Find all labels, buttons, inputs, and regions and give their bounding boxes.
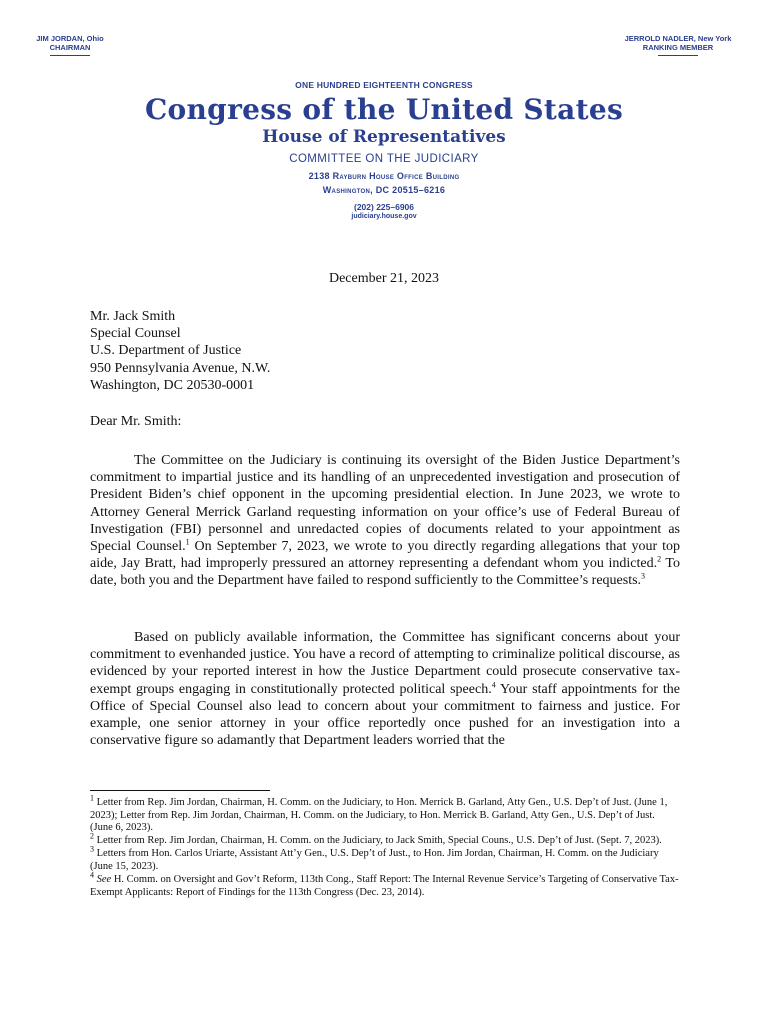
footnote-ref-2: 2 [657, 554, 662, 564]
letterhead [0, 80, 768, 220]
congress-title: Congress of the United States [144, 93, 624, 126]
recipient-street: 950 Pennsylvania Avenue, N.W. [90, 360, 271, 376]
office-website: judiciary.house.gov [351, 213, 417, 220]
office-phone: (202) 225–6906 [353, 202, 415, 212]
footnote-3-text: Letters from Hon. Carlos Uriarte, Assistant Att’y Gen., U.S. Dep’t of Just., to Hon. Jim Jordan, Chairman, H. Comm. on the Judiciary (June 15, 2023). [90, 848, 659, 872]
footnote-4-text: H. Comm. on Oversight and Gov’t Reform, 113th Cong., Staff Report: The Internal Revenue Service’s Targeting of Conservative Tax-Exempt Applicants: Report of Findings for the 113th Congress (Dec. 23, 2014). [90, 874, 679, 898]
footnote-2-text: Letter from Rep. Jim Jordan, Chairman, H. Comm. on the Judiciary, to Jack Smith, Special Couns., U.S. Dep’t of Just. (Sept. 7, 2023). [94, 835, 662, 847]
recipient-name: Mr. Jack Smith [90, 309, 176, 324]
recipient-title: Special Counsel [90, 326, 181, 342]
paragraph-2-text-a: Based on publicly available information, the Committee has significant concerns about your commitment to evenhanded justice. You have a record of attempting to criminalize political discourse, as evidenced by your reported interest in how the Justice Department could prosecute conservative tax-exempt groups engaging in constitutionally protected political speech. [90, 630, 680, 697]
paragraph-1-text-b: On September 7, 2023, we wrote to you directly regarding allegations that your top aide, Jay Bratt, had improperly pressured an attorney representing a defendant whom you indicted. [90, 539, 680, 572]
chairman-block [30, 34, 110, 56]
footnote-1 [90, 793, 680, 835]
letter-date: December 21, 2023 [328, 271, 440, 286]
paragraph-2-text-b: Your staff appointments for the Office of Special Counsel also lead to concern about your commitment to fairness and justice. For example, one senior attorney in your office reportedly once pushed for an investigation into a conservative figure so adamantly that Department leaders worried that the [90, 681, 680, 749]
recipient-address [90, 308, 680, 394]
footnote-separator [90, 790, 270, 791]
ranking-member-rule [658, 55, 698, 56]
footnote-2-mark: 2 [90, 831, 94, 841]
ranking-member-name: JERROLD NADLER, New York [624, 34, 732, 43]
footnote-1-mark: 1 [90, 793, 94, 803]
footnote-ref-1: 1 [185, 537, 190, 547]
footnote-1-text: Letter from Rep. Jim Jordan, Chairman, H. Comm. on the Judiciary, to Hon. Merrick B. Garland, Atty Gen., U.S. Dep’t of Just. (June 1, 2023); Letter from Rep. Jim Jordan, Chairman, H. Comm. on the Judiciary, to Hon. Merrick B. Garland, Atty Gen., U.S. Dep’t of Just. (June 6, 2023). [90, 797, 668, 834]
salutation: Dear Mr. Smith: [90, 414, 182, 429]
footnote-ref-4: 4 [491, 679, 496, 689]
footnote-3-mark: 3 [90, 844, 94, 854]
office-city: Washington, DC 20515–6216 [322, 185, 446, 195]
paragraph-1 [90, 452, 680, 590]
footnotes [90, 793, 680, 900]
house-title: House of Representatives [262, 127, 506, 147]
ranking-member-title: RANKING MEMBER [642, 43, 714, 52]
chairman-title: CHAIRMAN [49, 43, 91, 52]
paragraph-1-text-a: The Committee on the Judiciary is continuing its oversight of the Biden Justice Department’s commitment to impartial justice and its handling of an unprecedented investigation and prosecution of President Biden’s chief opponent in the upcoming presidential election. In June 2023, we wrote to Attorney General Merrick Garland requesting information on your office’s use of Federal Bureau of Investigation (FBI) personnel and unredacted copies of documents related to your appointment as Special Counsel. [90, 453, 680, 555]
chairman-rule [50, 55, 90, 56]
paragraph-1-text-c: To date, both you and the Department have failed to respond sufficiently to the Committee’s requests. [90, 556, 680, 589]
footnote-2 [90, 831, 680, 848]
congress-number: ONE HUNDRED EIGHTEENTH CONGRESS [295, 80, 473, 90]
office-building: 2138 Rayburn House Office Building [308, 171, 460, 181]
footnote-4-mark: 4 [90, 870, 94, 880]
footnote-4-see: See [96, 874, 112, 886]
recipient-city: Washington, DC 20530-0001 [90, 377, 255, 393]
paragraph-2 [90, 629, 680, 749]
footnote-4 [90, 870, 680, 899]
footnote-ref-3: 3 [641, 571, 646, 581]
committee-name: COMMITTEE ON THE JUDICIARY [289, 153, 479, 165]
ranking-member-block [616, 34, 740, 56]
chairman-name: JIM JORDAN, Ohio [36, 34, 104, 43]
recipient-org: U.S. Department of Justice [90, 343, 242, 359]
footnote-3 [90, 844, 680, 873]
